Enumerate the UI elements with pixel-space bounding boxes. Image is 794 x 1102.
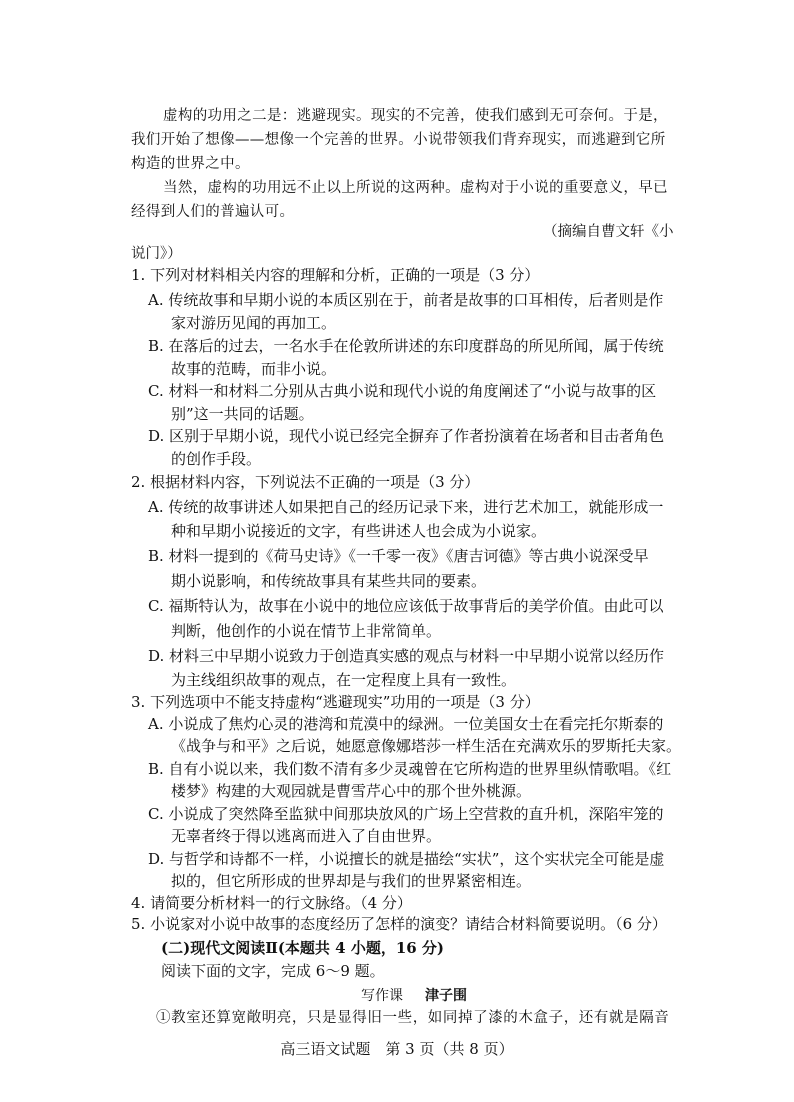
question-4: 4. 请简要分析材料一的行文脉络。（4 分） [131,894,412,912]
q1-option-b: B. 在落后的过去，一名水手在伦敦所讲述的东印度群岛的所见所闻，属于传统 [148,337,664,355]
source-citation: （摘编自曹文轩《小 [543,224,674,240]
q2-option-a: A. 传统的故事讲述人如果把自己的经历记录下来，进行艺术加工，就能形成一 [148,498,664,516]
q2-option-c: C. 福斯特认为，故事在小说中的地位应该低于故事背后的美学价值。由此可以 [148,597,664,615]
q1-option-a: A. 传统故事和早期小说的本质区别在于，前者是故事的口耳相传，后者则是作 [148,291,664,309]
q1-option-c: C. 材料一和材料二分别从古典小说和现代小说的角度阐述了“小说与故事的区 [148,382,657,400]
question-3-stem: 3. 下列选项中不能支持虚构“逃避现实”功用的一项是（3 分） [131,693,540,711]
passage-line: 当然，虚构的功用远不止以上所说的这两种。虚构对于小说的重要意义，早已 [163,180,668,196]
page-footer: 高三语文试题 第 3 页（共 8 页） [280,1040,514,1058]
q1-option-d-cont: 的创作手段。 [171,450,262,468]
passage-line: 经得到人们的普遍认可。 [131,204,295,220]
q2-option-c-cont: 判断，他创作的小说在情节上非常简单。 [171,622,442,640]
passage-line: 构造的世界之中。 [131,156,250,172]
q3-option-a: A. 小说成了焦灼心灵的港湾和荒漠中的绿洲。一位美国女士在看完托尔斯泰的 [148,715,664,733]
q3-option-a-cont: 《战争与和平》之后说，她愿意像娜塔莎一样生活在充满欢乐的罗斯托夫家。 [171,737,682,755]
passage-line: 虚构的功用之二是：逃避现实。现实的不完善，使我们感到无可奈何。于是， [163,108,668,124]
q3-option-c-cont: 无辜者终于得以逃离而进入了自由世界。 [171,827,442,845]
q2-option-d: D. 材料三中早期小说致力于创造真实感的观点与材料一中早期小说常以经历作 [148,647,665,665]
question-5: 5. 小说家对小说中故事的态度经历了怎样的演变？请结合材料简要说明。（6 分） [131,915,667,933]
q3-option-c: C. 小说成了突然降至监狱中间那块放风的广场上空营救的直升机，深陷牢笼的 [148,805,664,823]
section-instruction: 阅读下面的文字，完成 6～9 题。 [161,962,385,980]
question-2-stem: 2. 根据材料内容，下列说法不正确的一项是（3 分） [131,473,480,491]
q2-option-b-cont: 期小说影响，和传统故事具有某些共同的要素。 [171,572,487,590]
source-citation: 说门》） [131,246,182,262]
q3-option-d: D. 与哲学和诗都不一样，小说擅长的就是描绘“实状”，这个实状完全可能是虚 [148,850,665,868]
q1-option-d: D. 区别于早期小说，现代小说已经完全摒弃了作者扮演着在场者和目击者角色 [148,427,665,445]
q2-option-d-cont: 为主线组织故事的观点，在一定程度上具有一致性。 [171,671,517,689]
q3-option-b-cont: 楼梦》构建的大观园就是曹雪芹心中的那个世外桃源。 [171,782,532,800]
article-title: 写作课 [361,988,403,1004]
q3-option-d-cont: 拟的，但它所形成的世界却是与我们的世界紧密相连。 [171,872,532,890]
q2-option-a-cont: 种和早期小说接近的文字，有些讲述人也会成为小说家。 [171,522,547,540]
q1-option-a-cont: 家对游历见闻的再加工。 [171,314,337,332]
article-author: 津子围 [425,988,467,1004]
q2-option-b: B. 材料一提到的《荷马史诗》《一千零一夜》《唐吉诃德》等古典小说深受早 [148,547,649,565]
question-1-stem: 1. 下列对材料相关内容的理解和分析，正确的一项是（3 分） [131,266,540,284]
q1-option-c-cont: 别”这一共同的话题。 [171,405,314,423]
section-heading: (二)现代文阅读Ⅱ(本题共 4 小题，16 分) [161,939,445,957]
passage-line: 我们开始了想像——想像一个完善的世界。小说带领我们背弃现实，而逃避到它所 [131,132,666,148]
q1-option-b-cont: 故事的范畴，而非小说。 [171,360,337,378]
article-first-line: ①教室还算宽敞明亮，只是显得旧一些，如同掉了漆的木盒子，还有就是隔音 [156,1010,670,1026]
q3-option-b: B. 自有小说以来，我们数不清有多少灵魂曾在它所构造的世界里纵情歌唱。《红 [148,760,672,778]
